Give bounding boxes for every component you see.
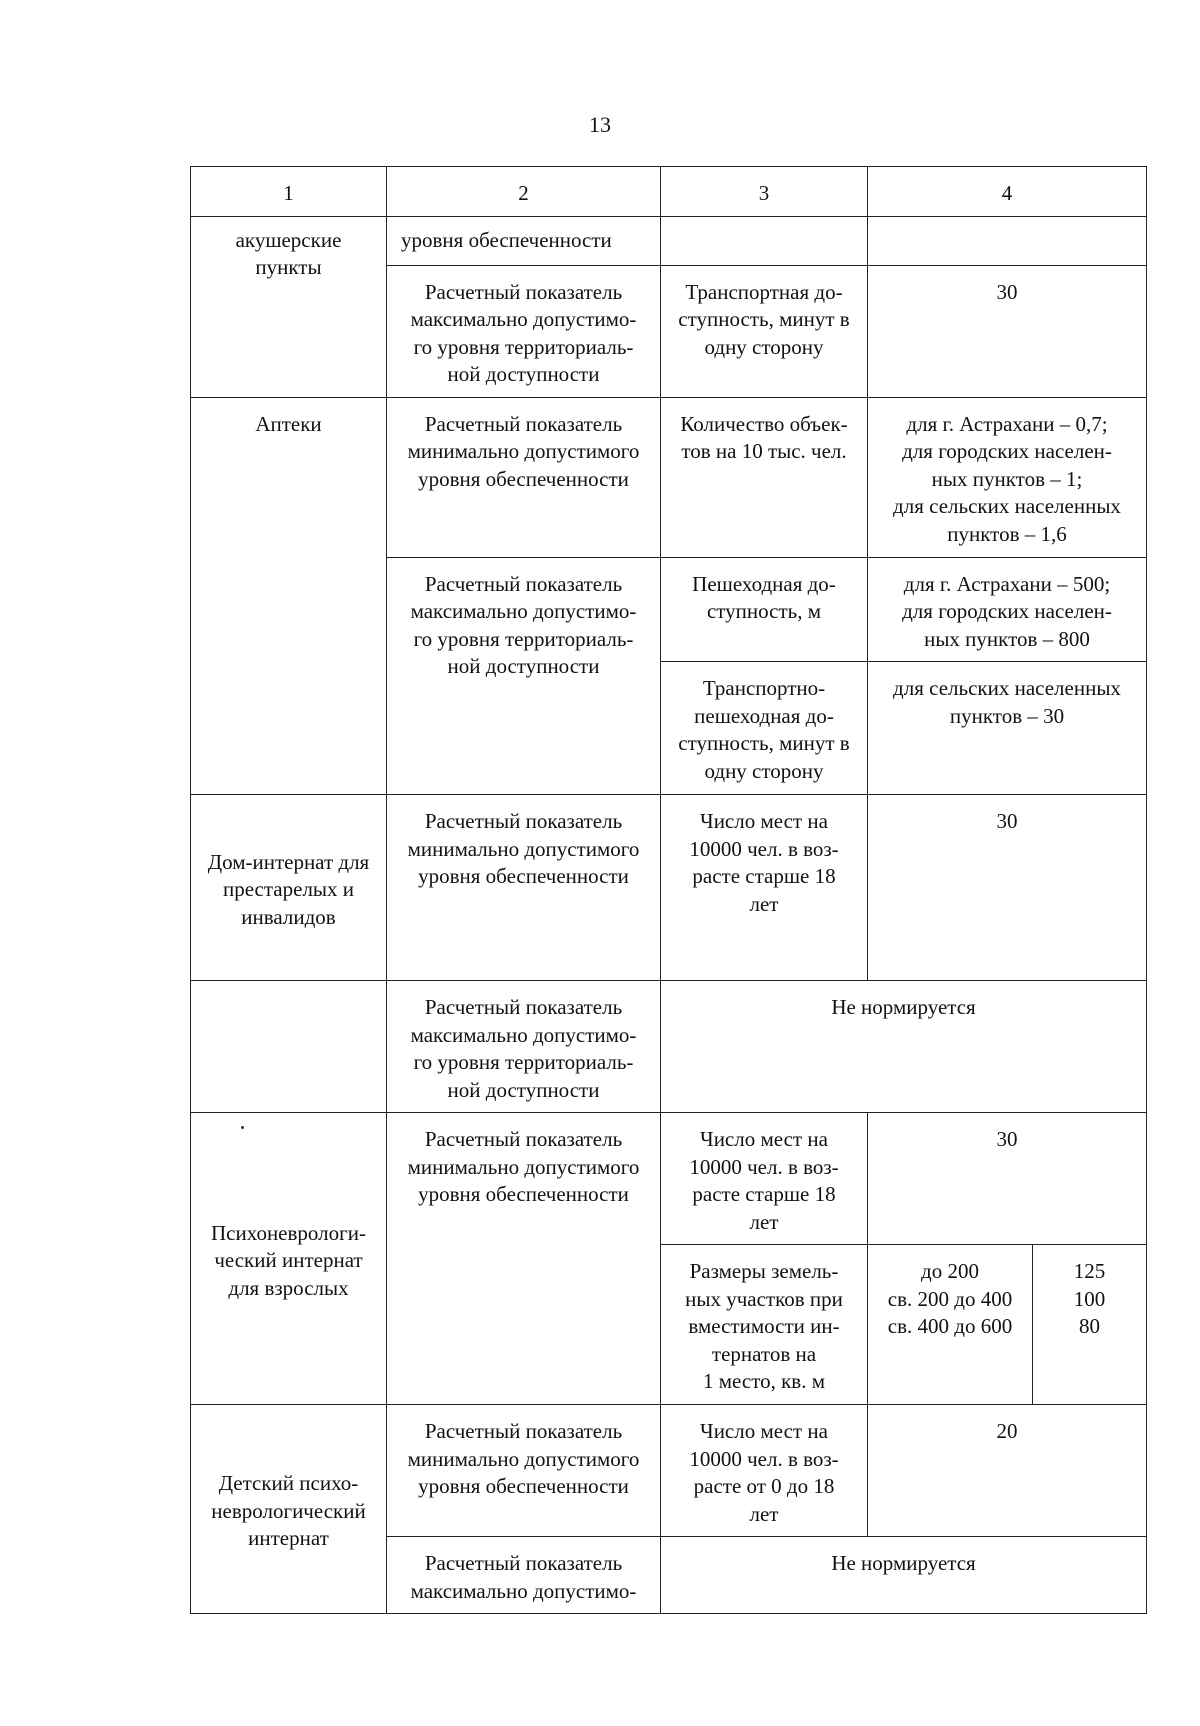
unit-cell: Число мест на 10000 чел. в воз- расте от 0 до 18 лет [661,1405,868,1537]
unit-cell: Транспортная до- ступность, минут в одну сторону [661,265,868,397]
value-cell: 30 [868,265,1147,397]
unit-cell: Транспортно- пешеходная до- ступность, минут в одну сторону [661,662,868,795]
column-header-1: 1 [191,167,387,217]
indicator-cell: Расчетный показатель минимально допустимого уровня обеспеченности [387,1405,661,1537]
scan-speck [241,1126,244,1129]
value-cell: для г. Астрахани – 500; для городских населен- ных пунктов – 800 [868,557,1147,662]
indicator-cell: Расчетный показатель минимально допустимого уровня обеспеченности [387,1113,661,1405]
unit-cell: Размеры земель- ных участков при вместимости ин- тернатов на 1 место, кв. м [661,1245,868,1405]
empty-cell [868,216,1147,265]
area-value-cell: 125 100 80 [1033,1245,1147,1405]
indicator-cell: Расчетный показатель минимально допустимого уровня обеспеченности [387,397,661,557]
unit-cell: Число мест на 10000 чел. в воз- расте старше 18 лет [661,1113,868,1245]
unit-cell: Число мест на 10000 чел. в воз- расте старше 18 лет [661,795,868,981]
facility-name-cell: акушерские пункты [191,216,387,397]
table-row [191,216,1147,265]
indicator-cell: Расчетный показатель минимально допустимого уровня обеспеченности [387,795,661,981]
facility-name-cell: Детский психо- неврологический интернат [191,1405,387,1614]
table-row [191,795,1147,981]
facility-name-cell: Психоневрологи- ческий интернат для взрослых [191,1113,387,1405]
table-row [191,981,1147,1113]
value-cell: Не нормируется [661,981,1147,1113]
empty-cell [661,216,868,265]
unit-cell: Количество объек- тов на 10 тыс. чел. [661,397,868,557]
column-header-4: 4 [868,167,1147,217]
facility-name-cell: Дом-интернат для престарелых и инвалидов [191,795,387,981]
page-number: 13 [589,112,611,137]
facility-name-cell: Аптеки [191,397,387,795]
value-cell: 20 [868,1405,1147,1537]
indicator-cell: Расчетный показатель максимально допустимо- го уровня территориаль- ной доступности [387,265,661,397]
table-header-row [191,167,1147,217]
column-header-2: 2 [387,167,661,217]
table-row [191,1113,1147,1245]
table-row [191,397,1147,557]
empty-cell [191,981,387,1113]
standards-table [190,166,1147,1614]
indicator-cell: Расчетный показатель максимально допустимо- го уровня территориаль- ной доступности [387,557,661,795]
column-header-3: 3 [661,167,868,217]
unit-cell: Пешеходная до- ступность, м [661,557,868,662]
value-cell: для сельских населенных пунктов – 30 [868,662,1147,795]
value-cell: для г. Астрахани – 0,7; для городских населен- ных пунктов – 1; для сельских населенных пунктов – 1,6 [868,397,1147,557]
value-cell: 30 [868,1113,1147,1245]
capacity-range-cell: до 200 св. 200 до 400 св. 400 до 600 [868,1245,1033,1405]
table-row [191,1405,1147,1537]
indicator-cell: уровня обеспеченности [387,216,661,265]
indicator-cell: Расчетный показатель максимально допустимо- [387,1537,661,1614]
indicator-cell: Расчетный показатель максимально допустимо- го уровня территориаль- ной доступности [387,981,661,1113]
value-cell: Не нормируется [661,1537,1147,1614]
value-cell: 30 [868,795,1147,981]
